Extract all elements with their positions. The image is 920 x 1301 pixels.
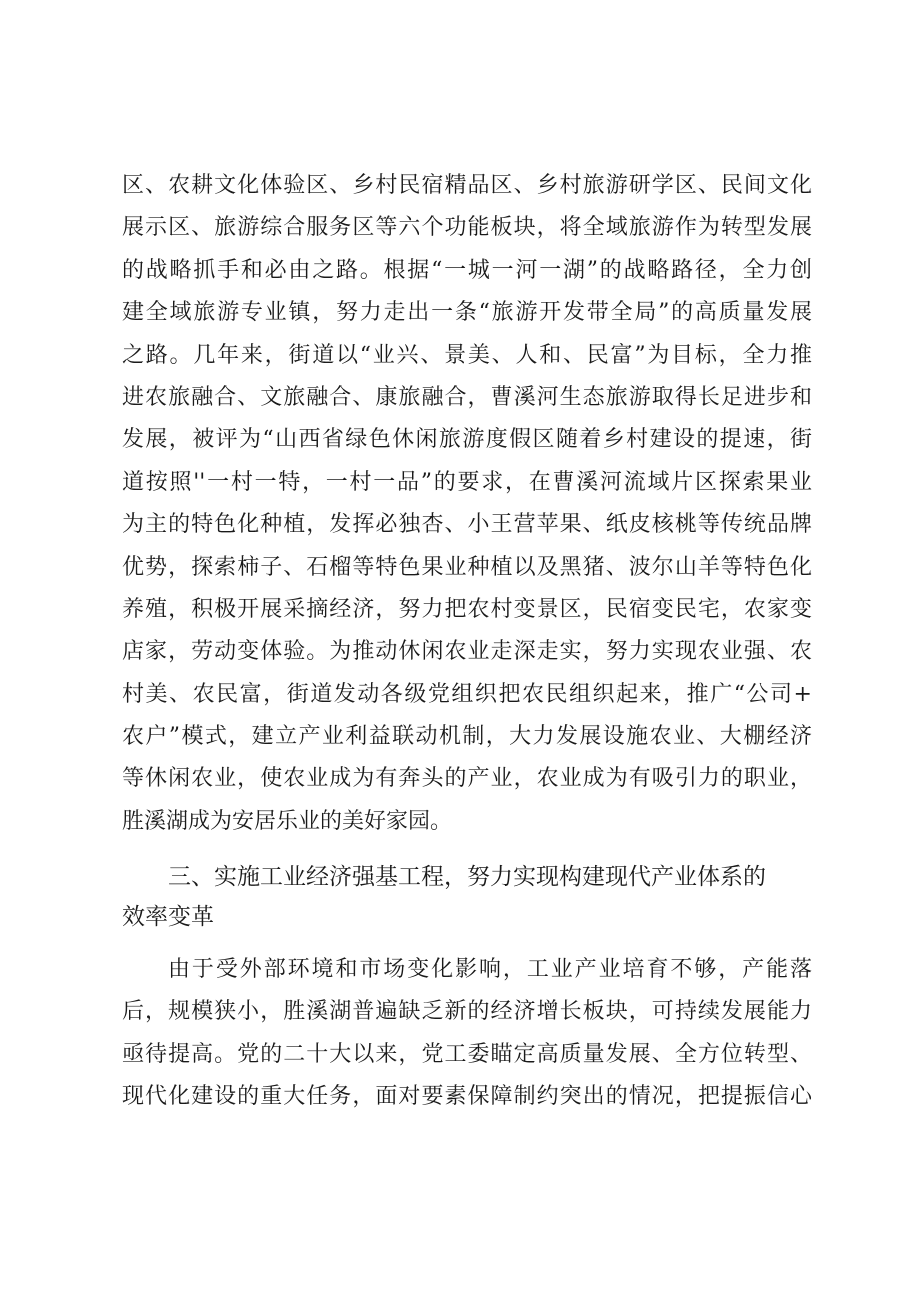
paragraph-line: 区、农耕文化体验区、乡村民宿精品区、乡村旅游研学区、民间文化 [122, 173, 812, 198]
paragraph-line: 亟待提高。党的二十大以来，党工委瞄定高质量发展、全方位转型、 [122, 1041, 812, 1067]
section-heading [122, 857, 812, 937]
paragraph-line: 道按照''一村一特，一村一品”的要求，在曹溪河流域片区探索果业 [122, 469, 812, 495]
paragraph-line: 养殖，积极开展采摘经济，努力把农村变景区，民宿变民宅，农家变 [122, 596, 812, 622]
paragraph-line: 展示区、旅游综合服务区等六个功能板块，将全域旅游作为转型发展 [122, 215, 812, 241]
paragraph-line: 为主的特色化种植，发挥必独杏、小王营苹果、纸皮核桃等传统品牌 [122, 512, 812, 538]
heading-line: 效率变革 [122, 904, 214, 930]
paragraph-line: 店家，劳动变体验。为推动休闲农业走深走实，努力实现农业强、农 [122, 639, 812, 665]
paragraph-line: 村美、农民富，街道发动各级党组织把农民组织起来，推广“公司+ [122, 681, 812, 707]
paragraph-line: 的战略抓手和必由之路。根据“一城一河一湖”的战略路径，全力创 [122, 257, 812, 283]
paragraph-line: 发展，被评为“山西省绿色休闲旅游度假区随着乡村建设的提速，街 [122, 427, 812, 453]
paragraph-industry [122, 949, 812, 1119]
heading-line: 三、实施工业经济强基工程，努力实现构建现代产业体系的 [168, 864, 766, 890]
paragraph-line: 农户”模式，建立产业利益联动机制，大力发展设施农业、大棚经济 [122, 724, 812, 750]
paragraph-line: 胜溪湖成为安居乐业的美好家园。 [122, 808, 453, 834]
paragraph-line: 建全域旅游专业镇，努力走出一条“旅游开发带全局”的高质量发展 [122, 300, 812, 326]
paragraph-line: 优势，探索柿子、石榴等特色果业种植以及黑猪、波尔山羊等特色化 [122, 554, 812, 580]
paragraph-line: 后，规模狭小，胜溪湖普遍缺乏新的经济增长板块，可持续发展能力 [122, 999, 812, 1025]
paragraph-line: 之路。几年来，街道以“业兴、景美、人和、民富”为目标，全力推 [122, 342, 812, 368]
paragraph-line: 由于受外部环境和市场变化影响，工业产业培育不够，产能落 [168, 957, 812, 982]
paragraph-line: 进农旅融合、文旅融合、康旅融合，曹溪河生态旅游取得长足进步和 [122, 384, 812, 410]
paragraph-line: 等休闲农业，使农业成为有奔头的产业，农业成为有吸引力的职业， [122, 766, 812, 792]
paragraph-rural-tourism [122, 165, 812, 843]
paragraph-line: 现代化建设的重大任务，面对要素保障制约突出的情况，把提振信心 [122, 1084, 812, 1110]
